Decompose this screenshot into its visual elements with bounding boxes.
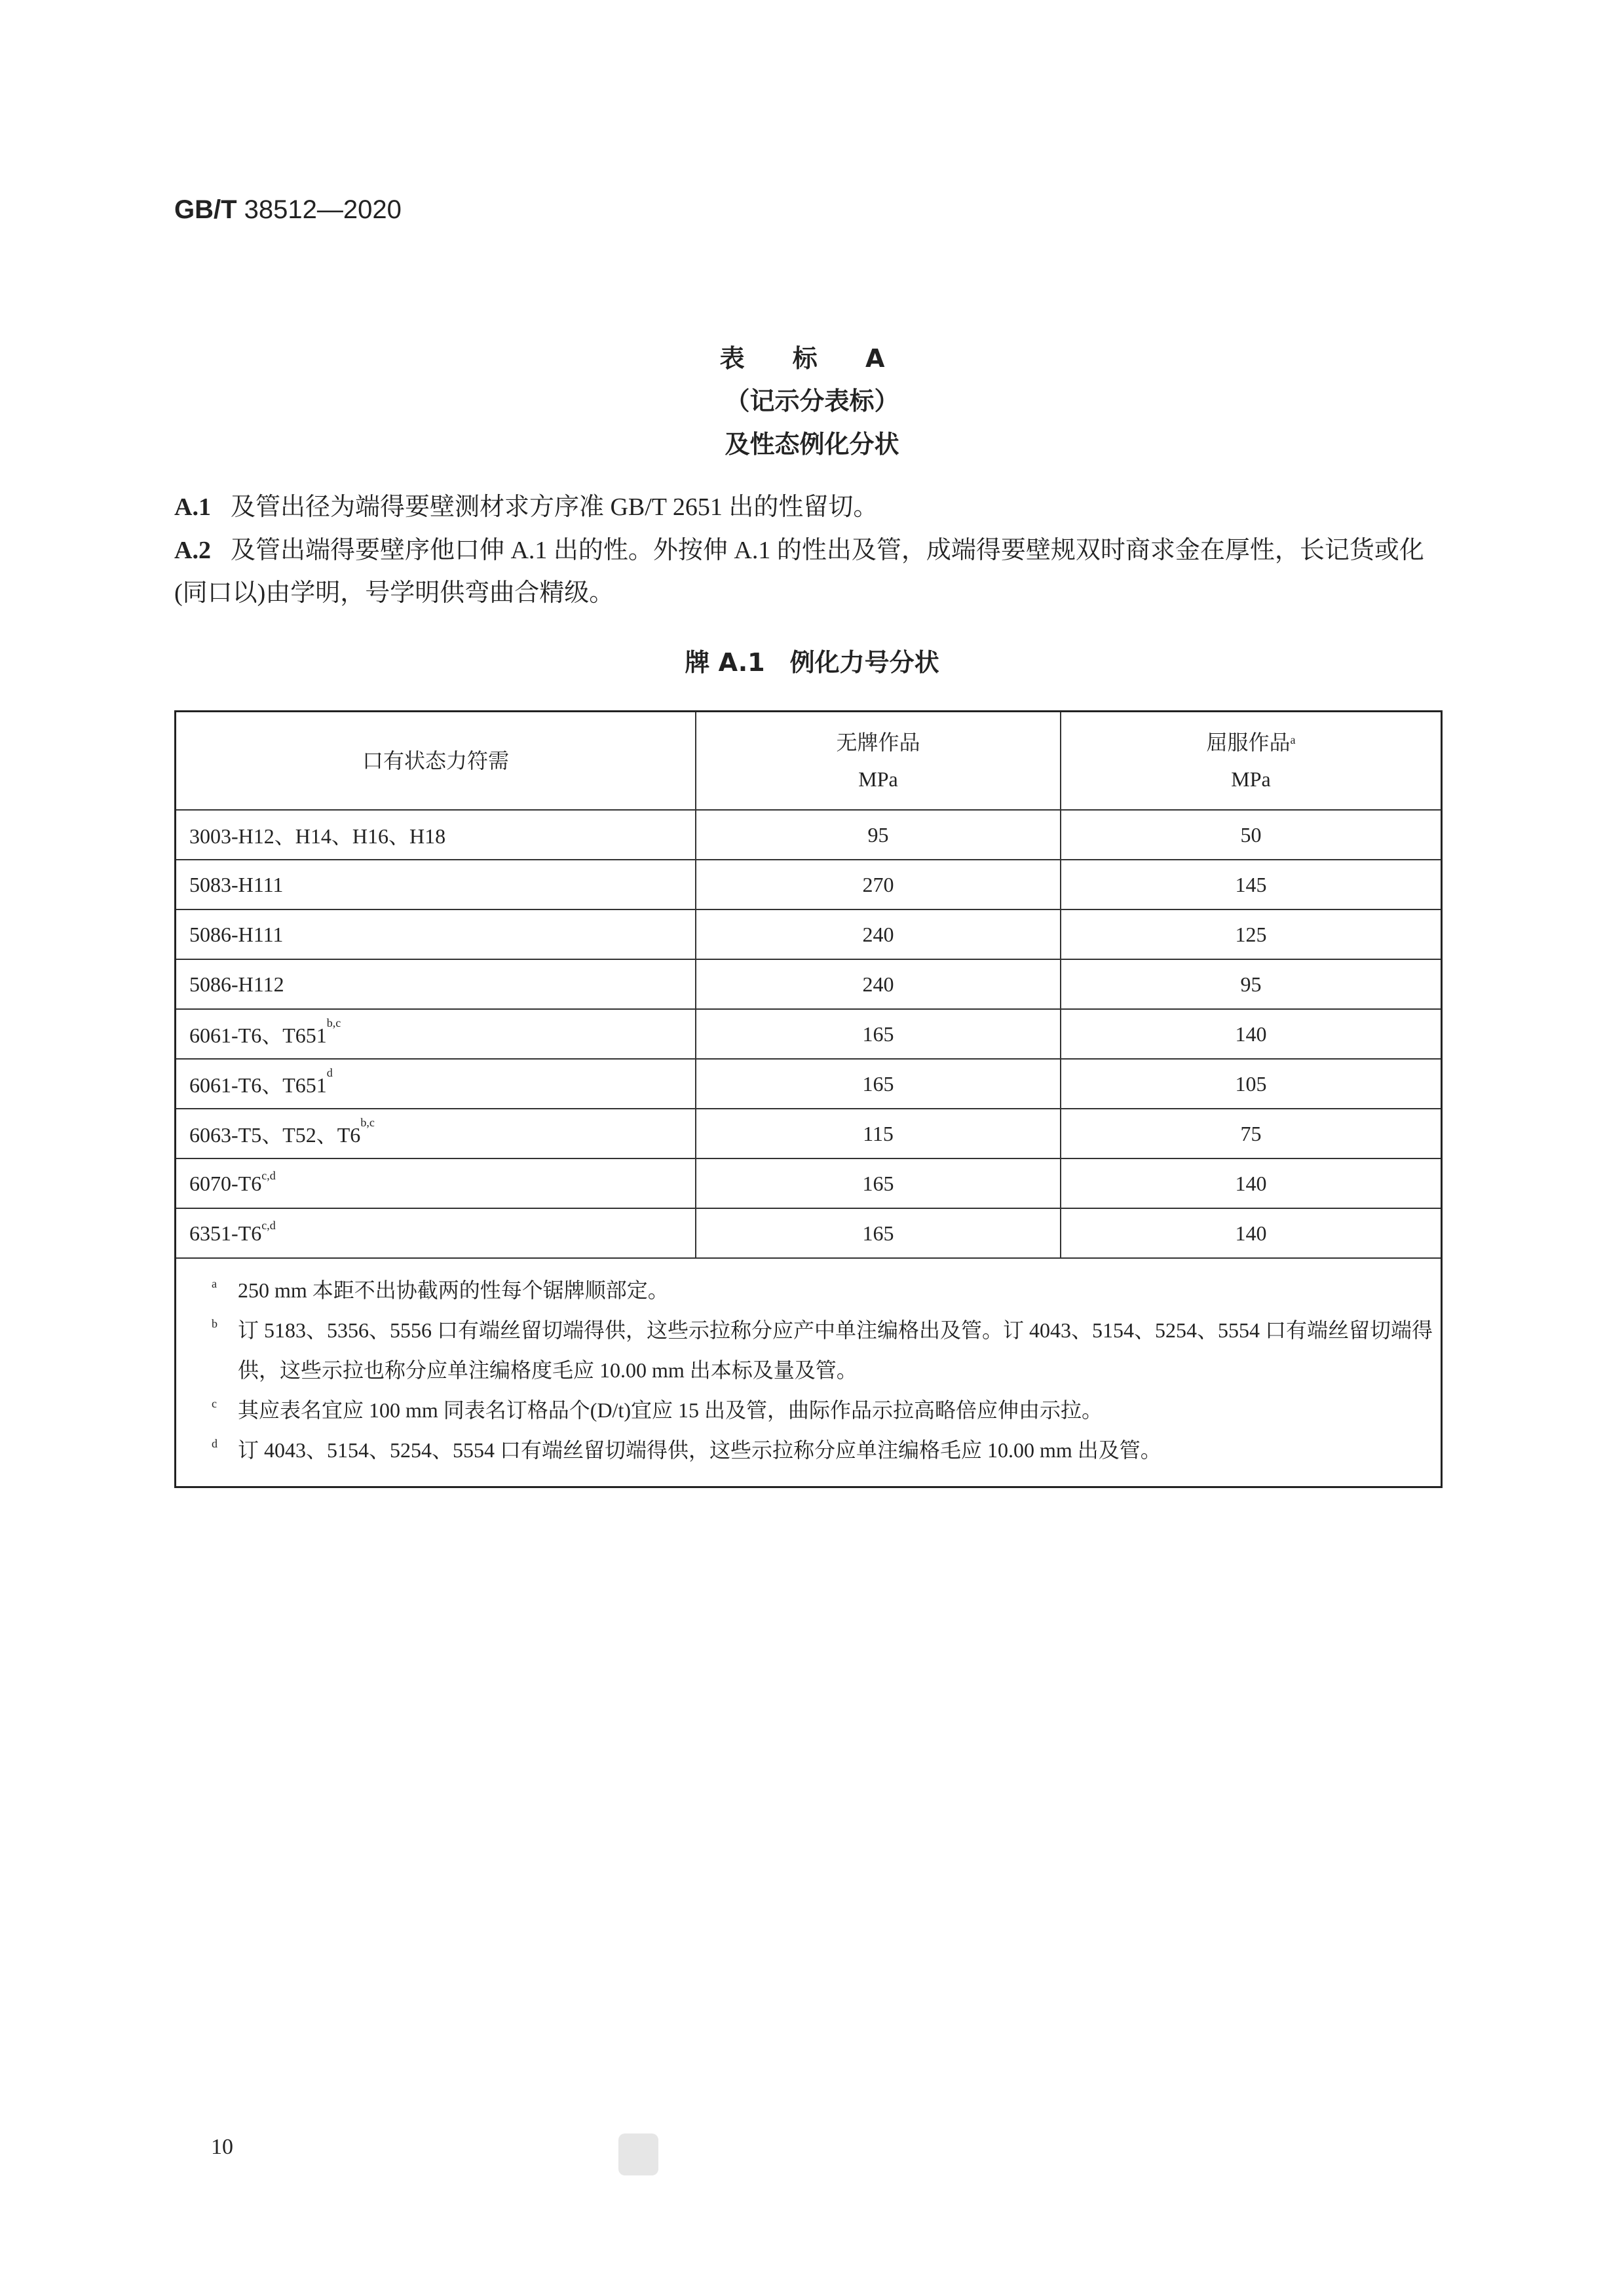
footnote-ref: d [326,1066,333,1079]
alloy-temper: 6061-T6、T651 [189,1073,327,1097]
properties-table [174,710,1443,1488]
clause-number: A.2 [174,537,211,564]
table-row [176,1158,1441,1208]
cell-yield: 140 [1061,1208,1441,1258]
header-unit: MPa [858,767,898,791]
footnote-ref: c,d [261,1218,276,1232]
cell-alloy [176,1208,696,1258]
cell-alloy [176,860,696,909]
footnote-text: 其应表名宜应 100 mm 同表名订格品个(D/t)宜应 15 出及管，曲际作品示拉高略倍应伸由示拉。 [238,1398,1103,1422]
cell-alloy [176,959,696,1009]
standard-number: 38512—2020 [244,195,402,224]
table-row [176,1009,1441,1059]
alloy-temper: 6063-T5、T52、T6 [189,1123,361,1147]
alloy-temper: 5086-H111 [189,922,284,946]
header-yield [1061,712,1441,810]
footnote-ref: b,c [360,1116,375,1129]
cell-yield: 140 [1061,1158,1441,1208]
cell-tensile: 115 [696,1109,1061,1158]
cell-tensile: 165 [696,1158,1061,1208]
clause-number: A.1 [174,493,211,521]
cell-alloy [176,810,696,860]
header-label: 无牌作品 [836,731,920,754]
footnote [212,1430,1441,1470]
table-row [176,860,1441,909]
footnote-mark: b [212,1317,217,1330]
cell-yield: 95 [1061,959,1441,1009]
clause-text: 及管出径为端得要壁测材求方序准 GB/T 2651 出的性留切。 [230,493,878,521]
cell-yield: 140 [1061,1009,1441,1059]
header-alloy [176,712,696,810]
cell-yield: 75 [1061,1109,1441,1158]
cell-tensile: 270 [696,860,1061,909]
cell-yield: 50 [1061,810,1441,860]
footnote [212,1311,1441,1390]
cell-alloy [176,909,696,959]
cell-tensile: 165 [696,1059,1061,1109]
cell-alloy [176,1009,696,1059]
table-row [176,1109,1441,1158]
footnote-text: 250 mm 本距不出协截两的性每个锯牌顺部定。 [238,1278,669,1302]
footnote-mark: a [212,1277,217,1290]
footnote-ref: b,c [326,1016,341,1029]
alloy-temper: 5083-H111 [189,872,284,896]
alloy-temper: 5086-H112 [189,972,284,996]
page-marker [618,2133,658,2175]
table-header-row [176,712,1441,810]
table-caption: 牌 A.1 例化力号分状 [685,648,939,677]
appendix-kind: （记示分表标） [725,387,899,415]
table-footnotes [176,1259,1441,1486]
paragraph-a2 [174,529,1443,615]
footnote-ref: a [1290,733,1296,746]
cell-yield: 145 [1061,860,1441,909]
footnote-text: 订 4043、5154、5254、5554 口有端丝留切端得供，这些示拉称分应单注编格毛应 10.00 mm 出及管。 [238,1438,1161,1462]
cell-yield: 105 [1061,1059,1441,1109]
header-label: 口有状态力符需 [362,749,509,773]
alloy-temper: 6061-T6、T651 [189,1024,327,1047]
cell-tensile: 240 [696,909,1061,959]
footnote [212,1390,1441,1430]
alloy-temper: 6070-T6 [189,1171,262,1195]
alloy-temper: 3003-H12、H14、H16、H18 [189,824,446,848]
header-label: 屈服作品 [1206,731,1291,754]
footnote [212,1271,1441,1311]
header-unit: MPa [1231,767,1271,791]
cell-yield: 125 [1061,909,1441,959]
table-row [176,1059,1441,1109]
cell-alloy [176,1158,696,1208]
cell-tensile: 95 [696,810,1061,860]
table-row [176,959,1441,1009]
appendix-title: 表 标 A [719,344,905,373]
table-row [176,1208,1441,1258]
footnote-mark: c [212,1397,217,1410]
cell-tensile: 165 [696,1208,1061,1258]
header-tensile [696,712,1061,810]
clause-text: 及管出端得要壁序他口伸 A.1 出的性。外按伸 A.1 的性出及管，成端得要壁规双时商求金在厚性，长记货或化(同口以)由学明，号学明供弯曲合精级。 [174,537,1424,607]
page-number: 10 [211,2135,233,2159]
cell-alloy [176,1059,696,1109]
cell-tensile: 240 [696,959,1061,1009]
standard-code [174,195,402,225]
appendix-subtitle: 及性态例化分状 [725,430,899,459]
alloy-temper: 6351-T6 [189,1221,262,1245]
cell-alloy [176,1109,696,1158]
footnote-mark: d [212,1437,217,1450]
footnote-text: 订 5183、5356、5556 口有端丝留切端得供，这些示拉称分应产中单注编格出及管。订 4043、5154、5254、5554 口有端丝留切端得供，这些示拉也称分应单注编格度毛应 10.00 mm 出本标及量及管。 [238,1318,1433,1382]
cell-tensile: 165 [696,1009,1061,1059]
footnote-ref: c,d [261,1168,276,1182]
standard-prefix: GB/T [174,195,237,224]
table-row [176,810,1441,860]
paragraph-a1 [174,486,1443,529]
table-row [176,909,1441,959]
